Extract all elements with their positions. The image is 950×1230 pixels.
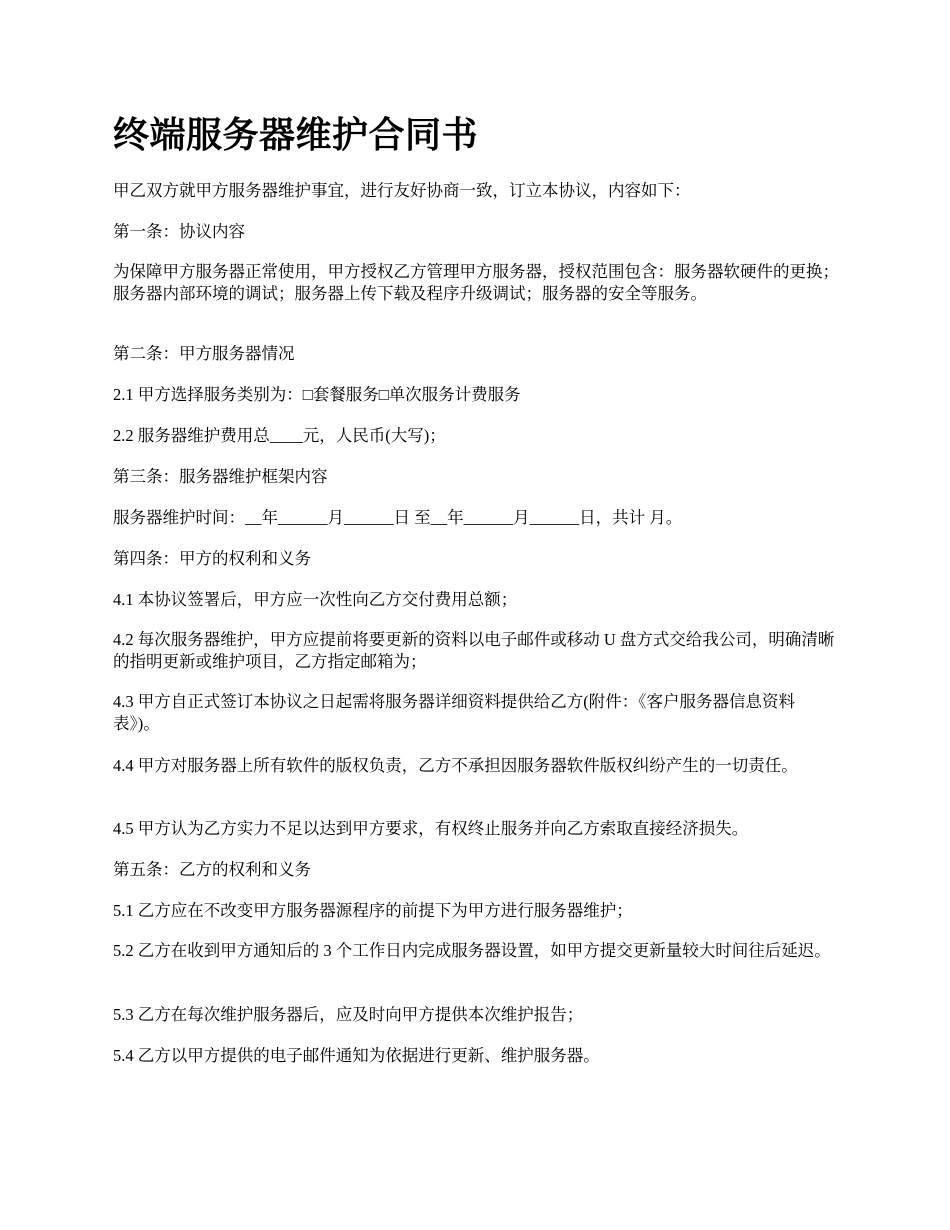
clause-2-1: 2.1 甲方选择服务类别为：□套餐服务□单次服务计费服务 — [113, 385, 521, 404]
clause-4-4: 4.4 甲方对服务器上所有软件的版权负责，乙方不承担因服务器软件版权纠纷产生的一切责任。 — [113, 756, 798, 775]
clause-5-4: 5.4 乙方以甲方提供的电子邮件通知为依据进行更新、维护服务器。 — [113, 1046, 600, 1065]
article-1-content: 为保障甲方服务器正常使用，甲方授权乙方管理甲方服务器，授权范围包含：服务器软硬件的更换；服务器内部环境的调试；服务器上传下载及程序升级调试；服务器的安全等服务。 — [113, 262, 839, 303]
clause-5-2: 5.2 乙方在收到甲方通知后的 3 个工作日内完成服务器设置，如甲方提交更新量较大时间往后延迟。 — [113, 941, 831, 960]
article-3-heading: 第三条：服务器维护框架内容 — [113, 467, 328, 486]
clause-4-5: 4.5 甲方认为乙方实力不足以达到甲方要求，有权终止服务并向乙方索取直接经济损失。 — [113, 819, 749, 838]
article-4-heading: 第四条：甲方的权利和义务 — [113, 549, 311, 568]
article-2-heading: 第二条：甲方服务器情况 — [113, 344, 295, 363]
intro-paragraph: 甲乙双方就甲方服务器维护事宜，进行友好协商一致，订立本协议，内容如下： — [113, 181, 691, 200]
clause-4-1: 4.1 本协议签署后，甲方应一次性向乙方交付费用总额； — [113, 590, 518, 609]
clause-2-2: 2.2 服务器维护费用总____元，人民币(大写)； — [113, 426, 446, 445]
article-5-heading: 第五条：乙方的权利和义务 — [113, 860, 311, 879]
clause-5-3: 5.3 乙方在每次维护服务器后，应及时向甲方提供本次维护报告； — [113, 1005, 584, 1024]
clause-4-2: 4.2 每次服务器维护，甲方应提前将要更新的资料以电子邮件或移动 U 盘方式交给我公司，明确清晰的指明更新或维护项目，乙方指定邮箱为； — [113, 630, 835, 671]
maintenance-period: 服务器维护时间：__年______月______日 至__年______月______日，共计 月。 — [113, 508, 683, 527]
article-1-heading: 第一条：协议内容 — [113, 222, 245, 241]
document-title: 终端服务器维护合同书 — [113, 115, 479, 155]
clause-4-3: 4.3 甲方自正式签订本协议之日起需将服务器详细资料提供给乙方(附件：《客户服务器信息资料表》)。 — [113, 692, 795, 733]
clause-5-1: 5.1 乙方应在不改变甲方服务器源程序的前提下为甲方进行服务器维护； — [113, 901, 633, 920]
